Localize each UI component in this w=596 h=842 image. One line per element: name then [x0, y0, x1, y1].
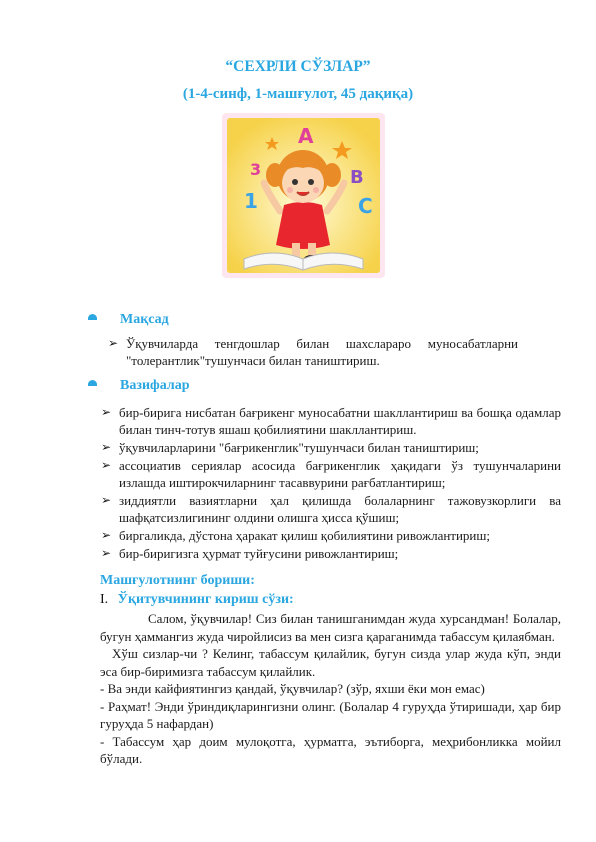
letter-3: 3 — [250, 160, 262, 179]
lesson-progress-heading: Машғулотнинг бориши: — [100, 573, 255, 588]
objective-heading — [88, 312, 169, 328]
paragraph: Салом, ўқувчилар! Сиз билан танишганимдан жуда хурсандман! Болалар, бугун ҳаммангиз жуда чиройлисиз ва мен сизга қараганимда табассум қилаябман. — [100, 611, 561, 644]
list-item-text: зиддиятли вазиятларни ҳал қилишда болаларнинг тажовузкорлиги ва шафқатсизлигининг олдини олишга ҳисса қўшиш; — [119, 493, 561, 525]
list-item — [101, 492, 561, 526]
list-item — [101, 404, 561, 438]
objective-list — [108, 335, 518, 370]
tasks-heading-text: Вазифалар — [120, 378, 190, 393]
teacher-intro-heading — [100, 592, 294, 608]
list-item — [101, 527, 561, 544]
girl-reading-illustration — [222, 113, 385, 278]
arrow-bullet-icon: ➢ — [101, 458, 112, 472]
objective-heading-text: Мақсад — [120, 312, 169, 327]
section-title: Ўқитувчининг кириш сўзи: — [117, 592, 294, 607]
smile — [297, 192, 309, 195]
paragraph: - Ва энди кайфиятингиз қандай, ўқувчилар? (зўр, яхши ёки мон емас) — [100, 681, 485, 696]
heading-bullet-icon — [88, 380, 97, 386]
list-item-text: ўқувчиларларини "бағрикенглик"тушунчаси билан таништириш; — [119, 440, 479, 455]
arrow-bullet-icon: ➢ — [101, 405, 112, 419]
tasks-heading — [88, 378, 189, 394]
section-number: I. — [100, 592, 109, 607]
list-item — [101, 457, 561, 491]
letter-a: A — [298, 124, 314, 148]
letter-b: B — [350, 167, 364, 188]
paragraph: Хўш сизлар-чи ? Келинг, табассум қилайлик, бугун сизда улар жуда кўп, энди эса бир-биримизга табассум қилайлик. — [100, 646, 561, 679]
tasks-list — [101, 404, 561, 563]
lesson-body — [100, 610, 561, 768]
page-title: “СЕХРЛИ СЎЗЛАР” — [225, 58, 371, 75]
list-item-text: биргаликда, дўстона ҳаракат қилиш қобилиятини ривожлантириш; — [119, 528, 491, 543]
list-item — [101, 439, 561, 456]
red-dress — [276, 202, 330, 249]
list-item-text: Ўқувчиларда тенгдошлар билан шахслараро муносабатларни "толерантлик"тушунчаси билан таништириш. — [126, 336, 518, 368]
left-eye — [292, 179, 298, 185]
list-item-text: бир-бирига нисбатан бағрикенг муносабатни шакллантириш ва бошқа одамлар билан тинч-тотув яшаш қобилиятини шакллантириш. — [119, 405, 561, 437]
list-item — [101, 545, 561, 562]
list-item — [108, 335, 518, 369]
right-eye — [308, 179, 314, 185]
paragraph: - Табассум ҳар доим мулоқотга, ҳурматга, эътиборга, меҳрибонликка мойил бўлади. — [100, 733, 561, 766]
arrow-bullet-icon: ➢ — [101, 528, 112, 542]
arrow-bullet-icon: ➢ — [108, 336, 119, 350]
left-leg — [292, 243, 300, 257]
left-cheek — [287, 187, 293, 193]
list-item-text: бир-биригизга ҳурмат туйғусини ривожлантириш; — [119, 546, 399, 561]
list-item-text: ассоциатив сериялар асосида бағрикенглик ҳақидаги ўз тушунчаларини излашда иштирокчиларнинг тасаввурини рағбатлантириш; — [119, 458, 561, 490]
letter-c: C — [358, 194, 373, 218]
page-subtitle: (1-4-синф, 1-машғулот, 45 дақиқа) — [182, 86, 414, 102]
paragraph: - Раҳмат! Энди ўриндиқларингизни олинг. (Болалар 4 гуруҳда ўтиришади, ҳар бир гуруҳда 5 нафардан) — [100, 698, 561, 731]
arrow-bullet-icon: ➢ — [101, 440, 112, 454]
letter-1: 1 — [244, 189, 258, 213]
right-cheek — [313, 187, 319, 193]
arrow-bullet-icon: ➢ — [101, 546, 112, 560]
arrow-bullet-icon: ➢ — [101, 493, 112, 507]
heading-bullet-icon — [88, 314, 97, 320]
